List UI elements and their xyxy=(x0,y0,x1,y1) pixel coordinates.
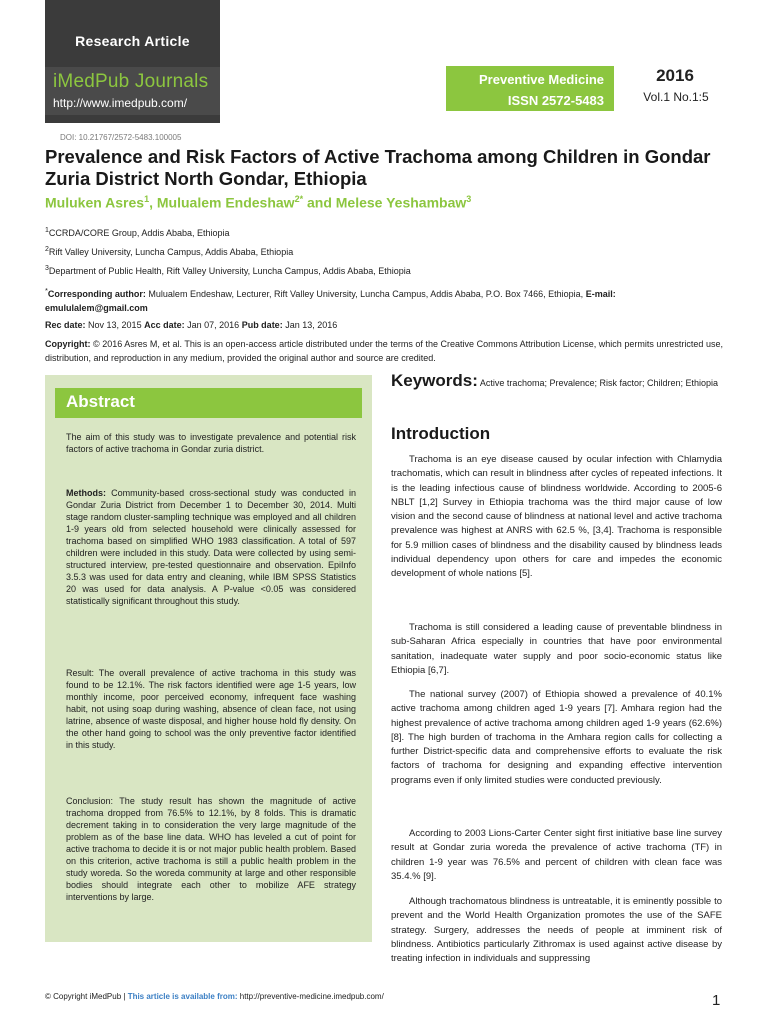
article-type-label: Research Article xyxy=(75,33,190,49)
publisher-brand xyxy=(45,67,220,115)
affiliation-text: CCRDA/CORE Group, Addis Ababa, Ethiopia xyxy=(48,228,230,238)
footer-url[interactable]: http://preventive-medicine.imedpub.com/ xyxy=(237,992,384,1001)
publication-year: 2016 xyxy=(656,66,694,85)
intro-paragraph: According to 2003 Lions-Carter Center sight first initiative base line survey result at Gondar zuria woreda the prevalence of active trachoma (TF) in children 1-9 year was 76.5% and percent of children with clean face was 35.4.% [9]. xyxy=(391,828,722,882)
footer-availability-label: This article is available from: xyxy=(127,992,238,1001)
intro-paragraph: Trachoma is still considered a leading cause of preventable blindness in sub-Saharan Africa especially in countries that have poor environmental sanitation, inadequate water supply and poor socio-economic status like Ethiopia [6,7]. xyxy=(391,622,722,676)
article-title: Prevalence and Risk Factors of Active Trachoma among Children in Gondar Zuria District North Gondar, Ethiopia xyxy=(45,146,711,189)
email-link[interactable]: emululalem@gmail.com xyxy=(45,303,148,313)
affiliation-text: Department of Public Health, Rift Valley University, Luncha Campus, Addis Ababa, Ethiopia xyxy=(48,266,411,276)
affiliation xyxy=(45,265,411,276)
affiliation-sup: 2 xyxy=(45,246,49,253)
abstract-conclusion: Conclusion: The study result has shown the magnitude of active trachoma dropped from 76.5% to 12.1%, by 8 folds. This is dramatic decrement taking in to consideration the very large magnitude of the problem as of the base line data. WHO has leveled a cut of point for active trachoma to decide it is or not major public health problem. Based on this criterion, active trachoma is still a public health problem in the study woreda. So the woreda community at large and other responsible bodies should integrate each other to mobilize AFE strategy interventions by large. xyxy=(66,796,356,902)
article-dates xyxy=(45,320,337,330)
author-name[interactable]: Muluken Asres xyxy=(45,194,145,211)
author-sup: 3 xyxy=(466,194,472,204)
corresponding-text: Mulualem Endeshaw, Lecturer, Rift Valley University, Luncha Campus, Addis Ababa, P.O. Box 7466, Ethiopia, xyxy=(145,289,584,299)
pub-date: Jan 13, 2016 xyxy=(285,320,338,330)
journal-issn: ISSN 2572-5483 xyxy=(507,93,604,108)
volume-issue: Vol.1 No.1:5 xyxy=(643,90,709,104)
footer-copyright: © Copyright iMedPub | xyxy=(45,992,128,1001)
intro-paragraph: Trachoma is an eye disease caused by ocular infection with Chlamydia trachomatis, which can result in blindness after cycles of repeated infections. It is the leading infectious cause of blindness worldwide. According to 2005-6 NBLT [1,2] Survey in Ethiopia trachoma was the third major cause of low vision and the second cause of blindness at national level and active trachoma prevalence was highest at ANRS with 62.5 %, [3,4]. Trachoma is responsible for 5.9 million cases of blindness and the disability caused by blindness leads individual dependency upon others for care and impedes the economic development of whole nations [5]. xyxy=(391,454,722,580)
keywords-text: Active trachoma; Prevalence; Risk factor; Children; Ethiopia xyxy=(477,378,719,388)
acc-date: Jan 07, 2016 xyxy=(187,320,240,330)
abstract-panel xyxy=(45,375,372,942)
affiliation xyxy=(45,246,293,257)
rec-date: Nov 13, 2015 xyxy=(88,320,142,330)
journal-name: Preventive Medicine xyxy=(479,72,604,87)
author-separator: and xyxy=(303,194,336,211)
abstract-aim: The aim of this study was to investigate prevalence and potential risk factors of active trachoma in Gondar zuria district. xyxy=(66,432,356,454)
author-name[interactable]: Melese Yeshambaw xyxy=(335,194,467,211)
affiliation-text: Rift Valley University, Luncha Campus, Addis Ababa, Ethiopia xyxy=(48,247,294,257)
intro-paragraph: The national survey (2007) of Ethiopia showed a prevalence of 40.1% active trachoma among children aged 1-9 years [7]. Amhara region had the highest prevalence of active trachoma among children aged 1-9 years (62.6%) [8]. The high burden of trachoma in the Amhara region calls for collecting a further District-specific data and comprehensive efforts to evaluate the risk factors of trachoma for designing and expanding effective intervention programs even if only limited studies were conducted previously. xyxy=(391,689,722,786)
pub-date-label: Pub date: xyxy=(241,320,283,330)
copyright-text: © 2016 Asres M, et al. This is an open-access article distributed under the terms of the Creative Commons Attribution License, which permits unrestricted use, distribution, and reproduction in any medium, provided the original author and source are credited. xyxy=(45,339,723,363)
abstract-heading-bar xyxy=(55,388,362,418)
introduction-heading: Introduction xyxy=(391,424,491,443)
acc-date-label: Acc date: xyxy=(144,320,185,330)
intro-paragraph: Although trachomatous blindness is untreatable, it is eminently possible to prevent and the World Health Organization promotes the use of the SAFE strategy. Surgery, addresses the needs of people at imminent risk of blindness. Antibiotics particularly Zithromax is used against active disease by treating infection in individuals and suppressing xyxy=(391,896,722,965)
email-label: E-mail: xyxy=(585,289,616,299)
keywords xyxy=(391,373,722,391)
article-type-badge xyxy=(45,0,220,123)
corresponding-sup: * xyxy=(45,286,48,295)
author-name[interactable]: Mulualem Endeshaw xyxy=(156,194,295,211)
abstract-heading: Abstract xyxy=(66,392,135,411)
author-separator: , xyxy=(149,194,157,211)
publisher-url[interactable]: http://www.imedpub.com/ xyxy=(53,96,188,110)
methods-text: Community-based cross-sectional study was conducted in Gondar Zuria District from December 1 to December 30, 2014. Multi stage random cluster-sampling technique was employed and all children 1-9 years old from selected household were clinically assessed for trachoma based on simplified WHO 1983 classification. A total of 597 children were included in this study. Data were collected by using semi-structured interview, pre-tested questionnaire and observation. EpiInfo 3.5.3 was used for data entry and cleaning, while IBM SPSS Statistics 20 was used for data analysis. A P-value <0.05 was considered statistically significant throughout this study. xyxy=(66,488,356,606)
rec-date-label: Rec date: xyxy=(45,320,86,330)
abstract-result: Result: The overall prevalence of active trachoma in this study was found to be 12.1%. The risk factors identified were age 1-5 years, low monthly income, poor perceived economy, infrequent face washing habit, not using soap during washing, absence of clean face, not using latrine, absence of waste disposal, and higher house hold fly density. On the other hand going to school was the only preventive factor identified in this study. xyxy=(66,668,356,750)
author-list xyxy=(45,194,471,211)
methods-label: Methods: xyxy=(66,488,106,498)
publisher-name: iMedPub Journals xyxy=(53,71,209,92)
copyright-notice xyxy=(45,337,723,365)
corresponding-author xyxy=(45,284,723,315)
affiliation-sup: 3 xyxy=(45,265,49,272)
doi[interactable]: DOI: 10.21767/2572-5483.100005 xyxy=(60,133,182,142)
abstract-methods xyxy=(66,487,356,607)
page-number: 1 xyxy=(712,992,721,1009)
author-sup: 1 xyxy=(144,194,150,204)
affiliation-sup: 1 xyxy=(45,227,49,234)
page-footer xyxy=(45,992,384,1001)
journal-banner xyxy=(446,66,614,111)
affiliation xyxy=(45,227,230,238)
corresponding-label: Corresponding author: xyxy=(47,289,146,299)
copyright-label: Copyright: xyxy=(45,339,91,349)
keywords-label: Keywords: xyxy=(391,371,478,390)
author-sup: 2* xyxy=(294,194,304,204)
